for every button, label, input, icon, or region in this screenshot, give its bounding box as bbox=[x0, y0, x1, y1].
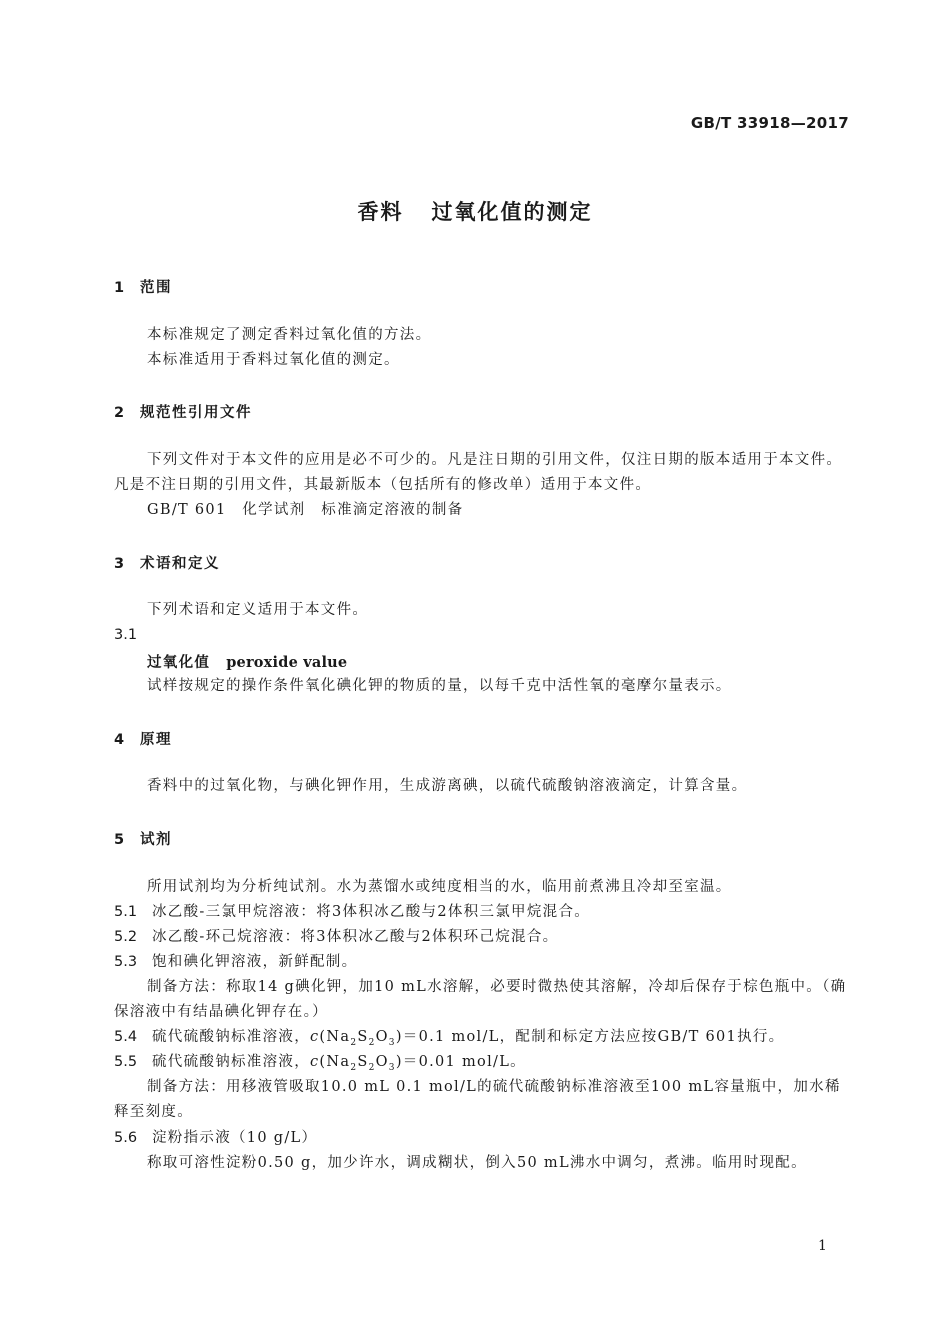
section-5-para-1: 所用试剂均为分析纯试剂。水为蒸馏水或纯度相当的水，临用前煮沸且冷却至室温。 bbox=[147, 879, 732, 895]
section-2-ref: GB/T 601 化学试剂 标准滴定溶液的制备 bbox=[147, 502, 464, 518]
section-3-1-number: 3.1 bbox=[114, 627, 138, 643]
section-1-para-2: 本标准适用于香料过氧化值的测定。 bbox=[147, 352, 400, 368]
title-part-2: 过氧化值的测定 bbox=[431, 200, 593, 224]
item-5-5: 5.5 硫代硫酸钠标准溶液，$c(Na_2S_2O_3)=0.01$ mol/L。 bbox=[114, 1054, 526, 1073]
term-entry bbox=[147, 651, 347, 672]
item-5-3: 5.3 饱和碘化钾溶液，新鲜配制。 bbox=[114, 954, 358, 970]
item-5-1: 5.1 冰乙酸-三氯甲烷溶液：将3体积冰乙酸与2体积三氯甲烷混合。 bbox=[114, 904, 591, 920]
formula-c-na2s2o3: $c(Na_2S_2O_3)$ bbox=[310, 1054, 403, 1073]
standard-number: GB/T 33918—2017 bbox=[690, 114, 849, 132]
item-5-5-preparation: 制备方法：用移液管吸取10.0 mL 0.1 mol/L的硫代硫酸钠标准溶液至100 mL容量瓶中，加水稀释至刻度。 bbox=[114, 1079, 841, 1120]
section-1-heading: 1 范围 bbox=[114, 280, 172, 296]
section-2-heading: 2 规范性引用文件 bbox=[114, 405, 252, 421]
item-5-4: 5.4 硫代硫酸钠标准溶液，$c(Na_2S_2O_3)=0.1$ mol/L，配制和标定方法应按GB/T 601执行。 bbox=[114, 1029, 785, 1048]
section-4-heading: 4 原理 bbox=[114, 732, 172, 748]
section-3-para-1: 下列术语和定义适用于本文件。 bbox=[147, 602, 369, 618]
page-title bbox=[0, 196, 950, 226]
page-number: 1 bbox=[818, 1238, 827, 1254]
section-3-heading: 3 术语和定义 bbox=[114, 556, 220, 572]
formula-c-na2s2o3: $c(Na_2S_2O_3)$ bbox=[310, 1029, 403, 1048]
item-5-6-preparation: 称取可溶性淀粉0.50 g，加少许水，调成糊状，倒入50 mL沸水中调匀，煮沸。临用时现配。 bbox=[147, 1155, 807, 1171]
term-english: peroxide value bbox=[226, 654, 348, 671]
item-5-6: 5.6 淀粉指示液（10 g/L） bbox=[114, 1130, 318, 1146]
term-chinese: 过氧化值 bbox=[147, 654, 211, 671]
item-5-3-preparation: 制备方法：称取14 g碘化钾，加10 mL水溶解，必要时微热使其溶解，冷却后保存于棕色瓶中。（确保溶液中有结晶碘化钾存在。） bbox=[114, 979, 847, 1020]
section-1-para-1: 本标准规定了测定香料过氧化值的方法。 bbox=[147, 327, 432, 343]
section-4-para-1: 香料中的过氧化物，与碘化钾作用，生成游离碘，以硫代硫酸钠溶液滴定，计算含量。 bbox=[147, 778, 748, 794]
title-part-1: 香料 bbox=[357, 200, 404, 224]
item-5-2: 5.2 冰乙酸-环己烷溶液：将3体积冰乙酸与2体积环己烷混合。 bbox=[114, 929, 559, 945]
section-5-heading: 5 试剂 bbox=[114, 832, 172, 848]
section-2-para-1: 下列文件对于本文件的应用是必不可少的。凡是注日期的引用文件，仅注日期的版本适用于本文件。凡是不注日期的引用文件，其最新版本（包括所有的修改单）适用于本文件。 bbox=[114, 452, 843, 493]
term-definition: 试样按规定的操作条件氧化碘化钾的物质的量，以每千克中活性氧的毫摩尔量表示。 bbox=[147, 678, 732, 694]
